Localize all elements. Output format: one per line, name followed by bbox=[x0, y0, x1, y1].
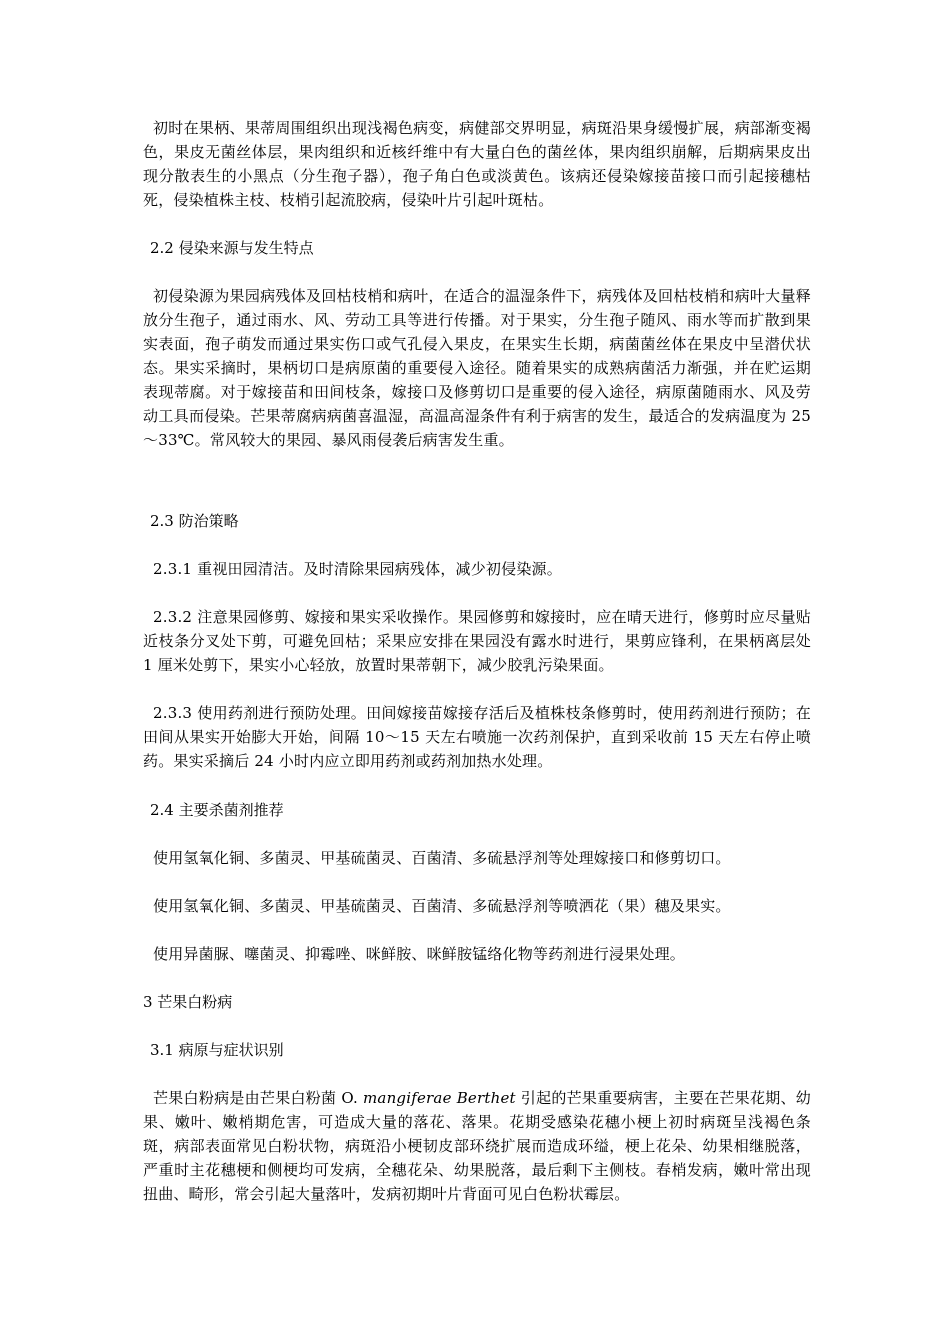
paragraph-2-3-1: 2.3.1 重视田园清洁。及时清除果园病残体，减少初侵染源。 bbox=[153, 560, 562, 578]
text-segment: 引起的芒果重要病害，主要在芒果花期、幼果、嫩叶、嫩梢期危害，可造成大量的落花、落果。花期受感染花穗小梗上初时病斑呈浅褐色条斑，病部表面常见白粉状物，病斑沿小梗韧皮部环绕扩展而造成环缢，梗上花朵、幼果相继脱落，严重时主花穗梗和侧梗均可发病，全穗花朵、幼果脱落，最后剩下主侧枝。春梢发病，嫩叶常出现扭曲、畸形，常会引起大量落叶，发病初期叶片背面可见白色粉状霉层。 bbox=[143, 1089, 811, 1203]
paragraph-infection-source: 初侵染源为果园病残体及回枯枝梢和病叶，在适合的温湿条件下，病残体及回枯枝梢和病叶大量释放分生孢子，通过雨水、风、劳动工具等进行传播。对于果实，分生孢子随风、雨水等而扩散到果实表面，孢子萌发而通过果实伤口或气孔侵入果皮，在果实生长期，病菌菌丝体在果皮中呈潜伏状态。果实采摘时，果柄切口是病原菌的重要侵入途径。随着果实的成熟病菌活力渐强，并在贮运期表现蒂腐。对于嫁接苗和田间枝条，嫁接口及修剪切口是重要的侵入途径，病原菌随雨水、风及劳动工具而侵染。芒果蒂腐病病菌喜温湿，高温高湿条件有利于病害的发生，最适合的发病温度为 25～33℃。常风较大的果园、暴风雨侵袭后病害发生重。 bbox=[143, 287, 811, 449]
species-name: mangiferae Berthet bbox=[363, 1089, 516, 1107]
paragraph-fungicide-1: 使用氢氧化铜、多菌灵、甲基硫菌灵、百菌清、多硫悬浮剂等处理嫁接口和修剪切口。 bbox=[153, 849, 731, 867]
heading-3: 3 芒果白粉病 bbox=[143, 993, 233, 1011]
text-segment: 芒果白粉病是由芒果白粉菌 O. bbox=[153, 1089, 363, 1107]
heading-2-2: 2.2 侵染来源与发生特点 bbox=[150, 239, 314, 257]
heading-2-4: 2.4 主要杀菌剂推荐 bbox=[150, 801, 284, 819]
paragraph-powdery-mildew bbox=[143, 1086, 811, 1206]
paragraph-2-3-3: 2.3.3 使用药剂进行预防处理。田间嫁接苗嫁接存活后及植株枝条修剪时，使用药剂进行预防；在田间从果实开始膨大开始，间隔 10～15 天左右喷施一次药剂保护，直到采收前 15 天左右停止喷药。果实采摘后 24 小时内应立即用药剂或药剂加热水处理。 bbox=[143, 704, 811, 770]
paragraph-fungicide-2: 使用氢氧化铜、多菌灵、甲基硫菌灵、百菌清、多硫悬浮剂等喷洒花（果）穗及果实。 bbox=[153, 897, 731, 915]
paragraph-fungicide-3: 使用异菌脲、噻菌灵、抑霉唑、咪鲜胺、咪鲜胺锰络化物等药剂进行浸果处理。 bbox=[153, 945, 686, 963]
heading-3-1: 3.1 病原与症状识别 bbox=[150, 1041, 284, 1059]
heading-2-3: 2.3 防治策略 bbox=[150, 512, 239, 530]
paragraph-2-3-2: 2.3.2 注意果园修剪、嫁接和果实采收操作。果园修剪和嫁接时，应在晴天进行，修剪时应尽量贴近枝条分叉处下剪，可避免回枯；采果应安排在果园没有露水时进行，果剪应锋利，在果柄离层处 1 厘米处剪下，果实小心轻放，放置时果蒂朝下，减少胶乳污染果面。 bbox=[143, 608, 811, 674]
paragraph-symptoms: 初时在果柄、果蒂周围组织出现浅褐色病变，病健部交界明显，病斑沿果身缓慢扩展，病部渐变褐色，果皮无菌丝体层，果肉组织和近核纤维中有大量白色的菌丝体，果肉组织崩解，后期病果皮出现分散表生的小黑点（分生孢子器），孢子角白色或淡黄色。该病还侵染嫁接苗接口而引起接穗枯死，侵染植株主枝、枝梢引起流胶病，侵染叶片引起叶斑枯。 bbox=[143, 119, 811, 209]
